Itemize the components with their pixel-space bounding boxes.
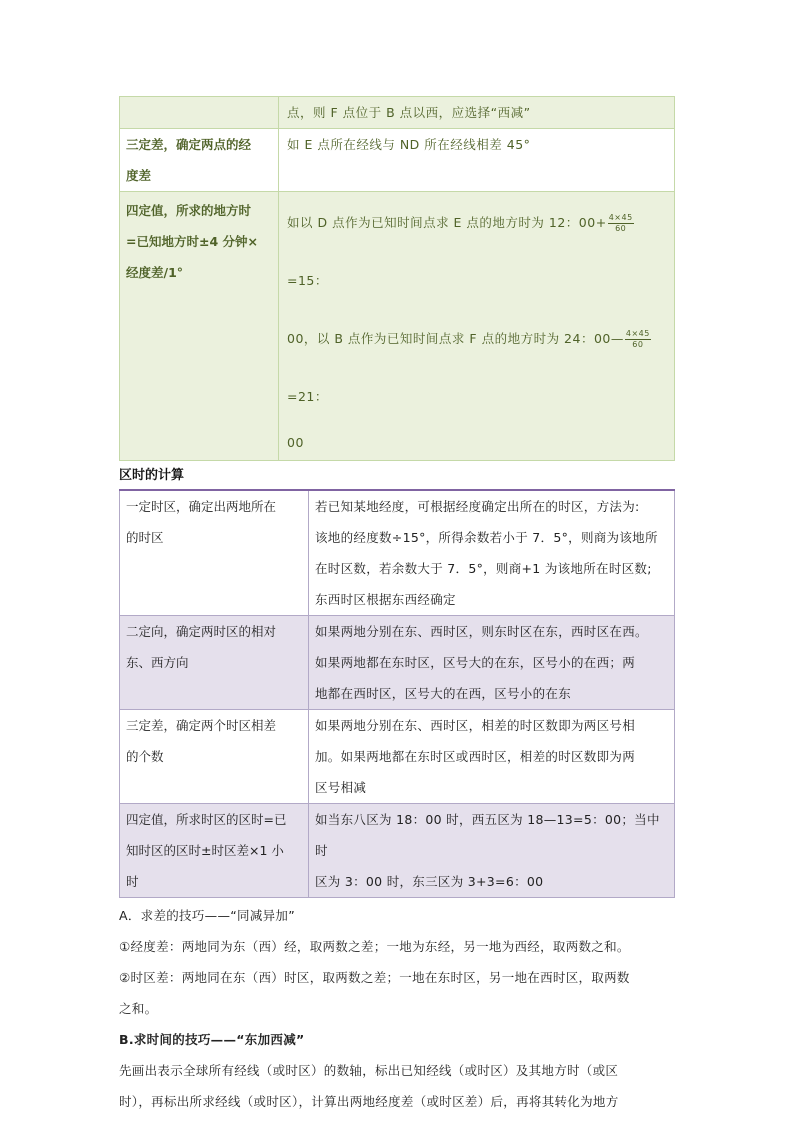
formula-line: 00 — [287, 435, 304, 450]
table-row — [120, 710, 675, 804]
table-cell — [120, 192, 279, 461]
table-row — [120, 129, 675, 192]
tip-a-line: 之和。 — [119, 1001, 158, 1016]
cell-line: 如果两地分别在东、西时区，则东时区在东，西时区在西。 — [315, 624, 648, 639]
table-cell — [120, 97, 279, 129]
table-row — [120, 97, 675, 129]
cell-line: 地都在西时区，区号大的在西，区号小的在东 — [315, 686, 572, 701]
cell-line: 四定值，所求时区的区时=已 — [126, 812, 287, 827]
fraction — [625, 329, 651, 350]
formula-text: =15： — [287, 273, 328, 288]
tip-a-title: A．求差的技巧——“同减异加” — [119, 908, 296, 923]
cell-line: 四定值，所求的地方时 — [126, 203, 252, 218]
cell-line: 三定差，确定两个时区相差 — [126, 718, 277, 733]
table-cell — [120, 129, 279, 192]
fraction — [608, 213, 634, 234]
table-cell — [120, 710, 309, 804]
formula-line — [287, 310, 666, 426]
cell-line: 如果两地都在东时区，区号大的在东，区号小的在西；两 — [315, 655, 636, 670]
section-title: 区时的计算 — [119, 468, 185, 483]
cell-line: 经度差/1° — [126, 265, 184, 280]
cell-line: 加。如果两地都在东时区或西时区，相差的时区数即为两 — [315, 749, 636, 764]
document-page — [119, 96, 675, 1117]
table-cell: 点，则 F 点位于 B 点以西，应选择“西减” — [279, 97, 675, 129]
cell-line: 东、西方向 — [126, 655, 189, 670]
cell-line: 一定时区，确定出两地所在 — [126, 499, 277, 514]
cell-line: 的个数 — [126, 749, 164, 764]
fraction-numerator: 4×45 — [608, 213, 633, 222]
tips-section — [119, 900, 675, 1117]
cell-line: 区为 3：00 时，东三区为 3+3=6：00 — [315, 874, 544, 889]
table-row — [120, 490, 675, 616]
table-cell — [120, 804, 309, 898]
cell-line: 度差 — [126, 168, 152, 183]
cell-line: 该地的经度数÷15°，所得余数若小于 7．5°，则商为该地所 — [315, 530, 658, 545]
cell-line: 时 — [126, 874, 139, 889]
cell-line: 二定向，确定两时区的相对 — [126, 624, 277, 639]
time-zone-table — [119, 489, 675, 898]
tip-b-line: 时），再标出所求经线（或时区），计算出两地经度差（或时区差）后，再将其转化为地方 — [119, 1094, 619, 1109]
fraction-denominator: 60 — [615, 224, 627, 233]
formula-text: =21： — [287, 389, 328, 404]
cell-line: 区号相减 — [315, 780, 367, 795]
table-cell — [309, 490, 675, 616]
cell-line: 知时区的区时±时区差×1 小 — [126, 843, 284, 858]
cell-line: 东西时区根据东西经确定 — [315, 592, 456, 607]
table-cell — [309, 804, 675, 898]
table-cell — [120, 490, 309, 616]
tip-b-title: B.求时间的技巧——“东加西减” — [119, 1032, 305, 1047]
table-row — [120, 192, 675, 461]
table-cell — [309, 710, 675, 804]
table-cell — [120, 616, 309, 710]
tip-a-line: ①经度差：两地同为东（西）经，取两数之差；一地为东经，另一地为西经，取两数之和。 — [119, 939, 630, 954]
cell-line: 的时区 — [126, 530, 164, 545]
local-time-table — [119, 96, 675, 461]
formula-text: 如以 D 点作为已知时间点求 E 点的地方时为 12：00+ — [287, 215, 607, 230]
tip-b-line: 先画出表示全球所有经线（或时区）的数轴，标出已知经线（或时区）及其地方时（或区 — [119, 1063, 619, 1078]
table-cell: 如 E 点所在经线与 ND 所在经线相差 45° — [279, 129, 675, 192]
fraction-denominator: 60 — [632, 340, 644, 349]
cell-line: 如当东八区为 18：00 时，西五区为 18—13=5：00；当中时 — [315, 812, 660, 858]
cell-line: 如果两地分别在东、西时区，相差的时区数即为两区号相 — [315, 718, 636, 733]
cell-line: 在时区数，若余数大于 7．5°，则商+1 为该地所在时区数; — [315, 561, 652, 576]
table-row — [120, 616, 675, 710]
cell-line: =已知地方时±4 分钟× — [126, 234, 258, 249]
table-cell — [279, 192, 675, 461]
cell-line: 三定差，确定两点的经 — [126, 137, 252, 152]
table-row — [120, 804, 675, 898]
table-cell — [309, 616, 675, 710]
formula-text: 00，以 B 点作为已知时间点求 F 点的地方时为 24：00— — [287, 331, 624, 346]
tip-a-line: ②时区差：两地同在东（西）时区，取两数之差；一地在东时区，另一地在西时区，取两数 — [119, 970, 630, 985]
cell-line: 若已知某地经度，可根据经度确定出所在的时区，方法为: — [315, 499, 640, 514]
formula-line — [287, 194, 666, 310]
fraction-numerator: 4×45 — [625, 329, 650, 338]
